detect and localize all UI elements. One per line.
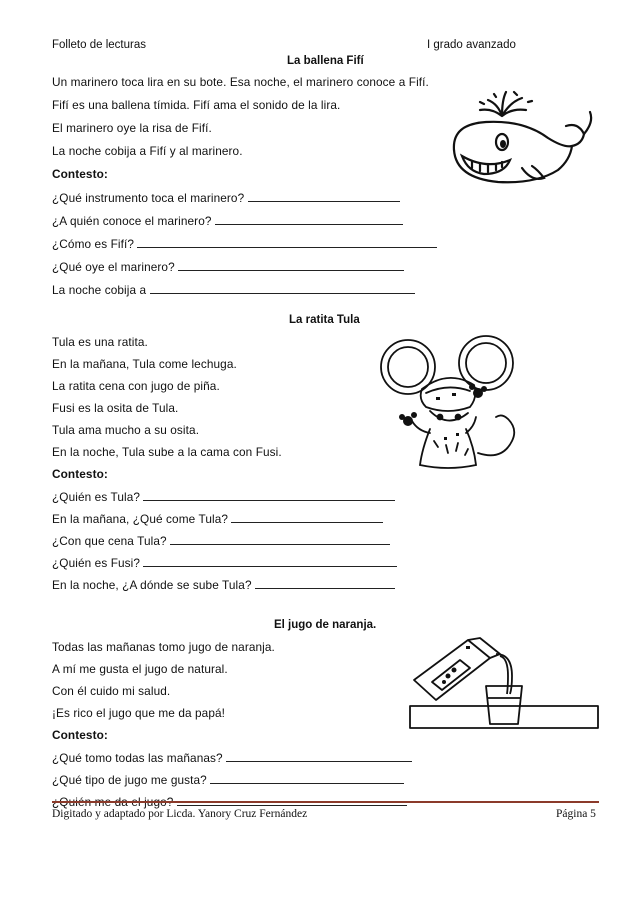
section1-line-1: Un marinero toca lira en su bote. Esa noche, el marinero conoce a Fifí. bbox=[52, 75, 429, 89]
answer-blank[interactable] bbox=[143, 489, 395, 501]
section3-question-2: ¿Qué tipo de jugo me gusta? bbox=[52, 772, 404, 787]
section3-line-4: ¡Es rico el jugo que me da papá! bbox=[52, 706, 226, 720]
section3-answer-label: Contesto: bbox=[52, 728, 108, 742]
section3-question-1: ¿Qué tomo todas las mañanas? bbox=[52, 750, 412, 765]
section2-line-3: La ratita cena con jugo de piña. bbox=[52, 379, 220, 393]
section1-question-5: La noche cobija a bbox=[52, 282, 415, 297]
footer-page-number: Página 5 bbox=[556, 808, 596, 820]
section1-line-4: La noche cobija a Fifí y al marinero. bbox=[52, 144, 243, 158]
answer-blank[interactable] bbox=[177, 794, 407, 806]
juice-carton-illustration bbox=[408, 636, 604, 732]
mouse-illustration bbox=[378, 333, 526, 473]
section1-line-2: Fifí es una ballena tímida. Fifí ama el sonido de la lira. bbox=[52, 98, 341, 112]
answer-blank[interactable] bbox=[150, 282, 415, 294]
section1-answer-label: Contesto: bbox=[52, 167, 108, 181]
answer-blank[interactable] bbox=[143, 555, 397, 567]
section3-line-1: Todas las mañanas tomo jugo de naranja. bbox=[52, 640, 275, 654]
answer-blank[interactable] bbox=[255, 577, 395, 589]
section2-question-3: ¿Con que cena Tula? bbox=[52, 533, 390, 548]
section2-line-6: En la noche, Tula sube a la cama con Fusi. bbox=[52, 445, 282, 459]
header-right: I grado avanzado bbox=[427, 39, 516, 51]
answer-blank[interactable] bbox=[231, 511, 383, 523]
section2-line-4: Fusi es la osita de Tula. bbox=[52, 401, 179, 415]
section1-question-2: ¿A quién conoce el marinero? bbox=[52, 213, 403, 228]
section1-question-4: ¿Qué oye el marinero? bbox=[52, 259, 404, 274]
section3-line-3: Con él cuido mi salud. bbox=[52, 684, 171, 698]
answer-blank[interactable] bbox=[170, 533, 390, 545]
section2-question-2: En la mañana, ¿Qué come Tula? bbox=[52, 511, 383, 526]
section1-question-3: ¿Cómo es Fifí? bbox=[52, 236, 437, 251]
section2-line-5: Tula ama mucho a su osita. bbox=[52, 423, 200, 437]
answer-blank[interactable] bbox=[226, 750, 412, 762]
section3-question-3: ¿Quién me da el jugo? bbox=[52, 794, 407, 809]
section1-line-3: El marinero oye la risa de Fifí. bbox=[52, 121, 212, 135]
section2-line-2: En la mañana, Tula come lechuga. bbox=[52, 357, 237, 371]
footer-divider bbox=[52, 801, 599, 803]
section2-answer-label: Contesto: bbox=[52, 467, 108, 481]
footer-left: Digitado y adaptado por Licda. Yanory Cruz Fernández bbox=[52, 808, 308, 820]
header-left: Folleto de lecturas bbox=[52, 39, 146, 51]
answer-blank[interactable] bbox=[137, 236, 437, 248]
answer-blank[interactable] bbox=[178, 259, 404, 271]
answer-blank[interactable] bbox=[215, 213, 403, 225]
section2-title: La ratita Tula bbox=[289, 314, 360, 326]
section2-question-4: ¿Quién es Fusi? bbox=[52, 555, 397, 570]
answer-blank[interactable] bbox=[210, 772, 404, 784]
section2-line-1: Tula es una ratita. bbox=[52, 335, 148, 349]
answer-blank[interactable] bbox=[248, 190, 400, 202]
section2-question-1: ¿Quién es Tula? bbox=[52, 489, 395, 504]
section3-line-2: A mí me gusta el jugo de natural. bbox=[52, 662, 228, 676]
section1-title: La ballena Fifí bbox=[287, 55, 364, 67]
section3-title: El jugo de naranja. bbox=[274, 619, 377, 631]
section2-question-5: En la noche, ¿A dónde se sube Tula? bbox=[52, 577, 395, 592]
whale-illustration bbox=[440, 86, 600, 198]
section1-question-1: ¿Qué instrumento toca el marinero? bbox=[52, 190, 400, 205]
